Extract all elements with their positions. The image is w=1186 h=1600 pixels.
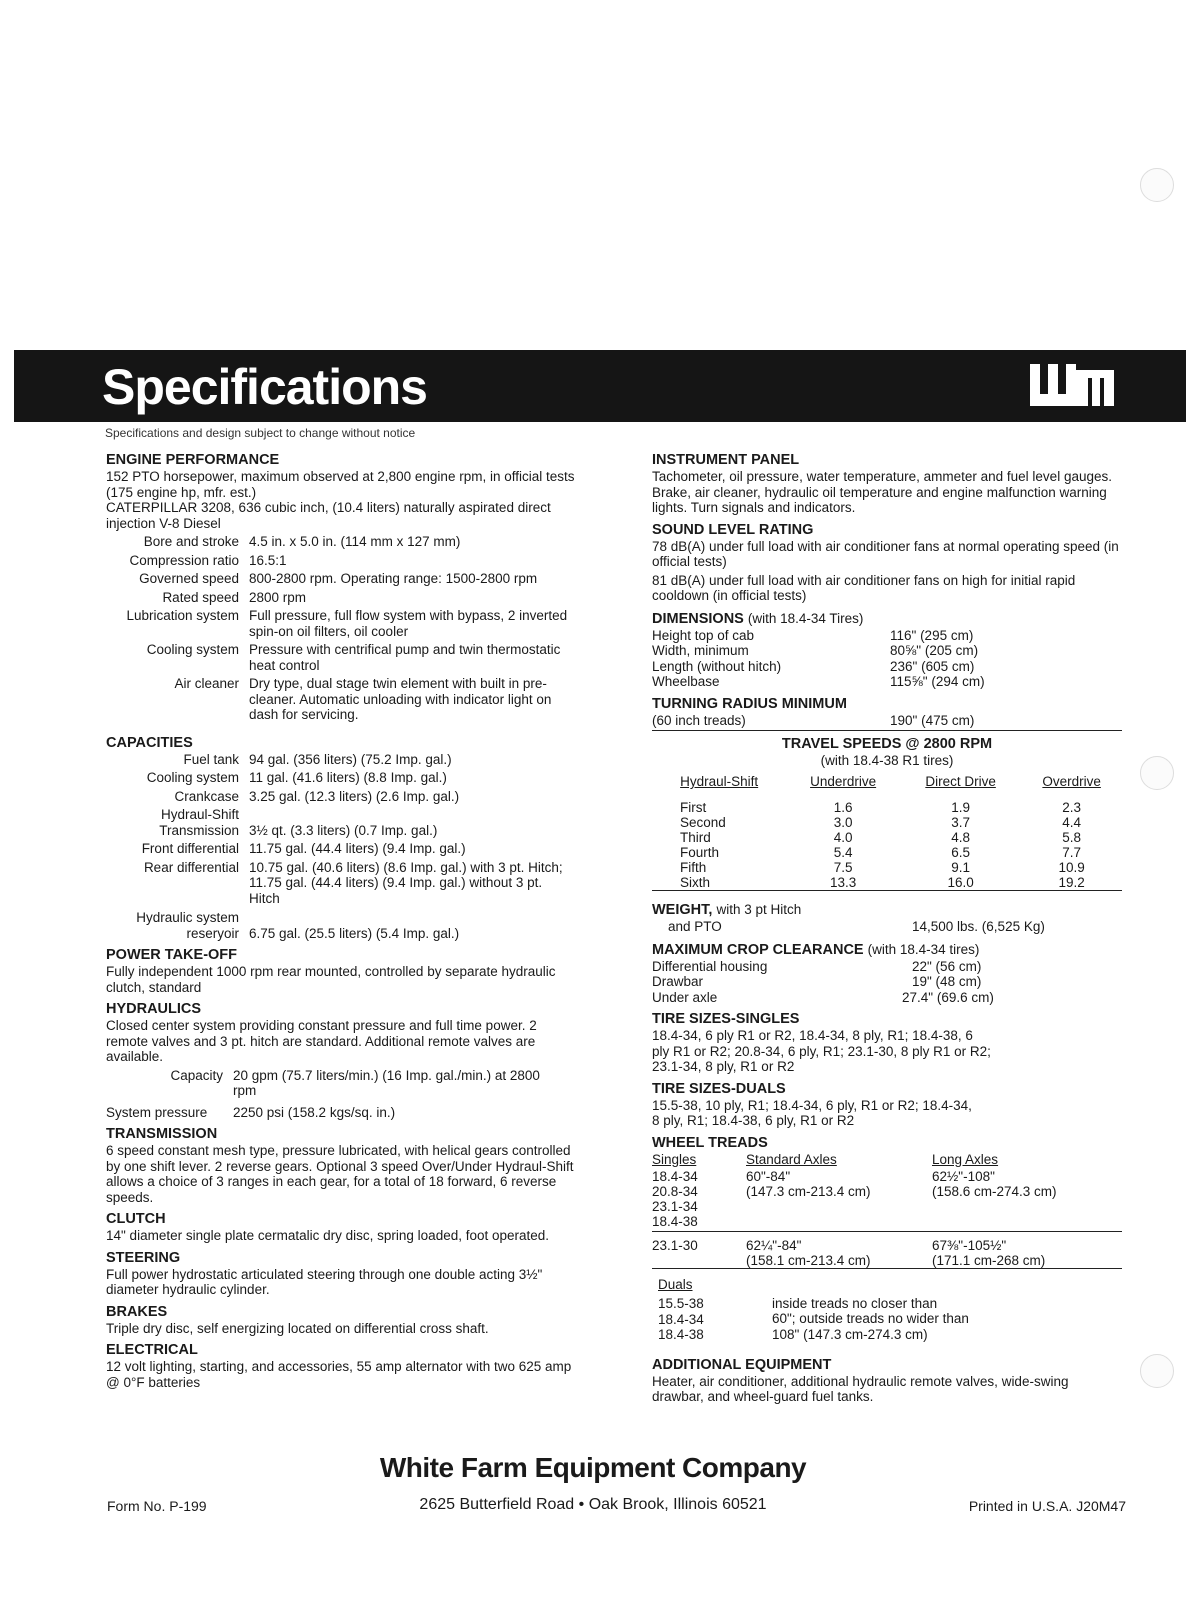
dimensions-heading: [652, 610, 1122, 628]
left-column: [106, 452, 576, 1390]
row-label: Differential housing: [652, 958, 768, 974]
clearance-row: [652, 990, 1122, 1006]
row-value: 6.75 gal. (25.5 liters) (5.4 Imp. gal.): [249, 925, 460, 941]
sound-text-1: 78 dB(A) under full load with air conditioner fans at normal operating speed (in official tests): [652, 538, 1119, 569]
transmission-text: 6 speed constant mesh type, pressure lubricated, with helical gears controlled by one shift lever. 2 reverse gears. Optional 3 speed Over/Under Hydraul-Shift allows a choice of 3 ranges in each gear, for a total of 18 forward, 6 reverse speeds.: [106, 1143, 574, 1205]
row-label: Hydraulic system reseryoir: [136, 910, 239, 941]
company-address: 2625 Butterfield Road • Oak Brook, Illinois 60521: [419, 1496, 767, 1513]
row-value: 3½ qt. (3.3 liters) (0.7 Imp. gal.): [249, 822, 438, 838]
capacity-row: [106, 860, 576, 907]
turning-heading: TURNING RADIUS MINIMUM: [652, 695, 847, 712]
tires-duals-text: 15.5-38, 10 ply, R1; 18.4-34, 6 ply, R1 or R2; 18.4-34, 8 ply, R1; 18.4-38, 6 ply, R1 or R2: [652, 1097, 972, 1128]
capacity-row: [106, 752, 576, 768]
row-value: 94 gal. (356 liters) (75.2 Imp. gal.): [249, 751, 452, 767]
table-row: Third 4.0 4.8 5.8: [680, 830, 1082, 845]
row-value: 236" (605 cm): [890, 658, 975, 674]
row-label: Cooling system: [146, 770, 239, 785]
engine-row: [106, 534, 576, 550]
dimension-row: [652, 628, 1122, 644]
row-label: Bore and stroke: [143, 534, 239, 549]
engine-heading: ENGINE PERFORMANCE: [106, 452, 280, 468]
row-label: System pressure: [106, 1104, 208, 1120]
turning-row: [652, 713, 1122, 732]
engine-row: [106, 608, 576, 639]
hydraulics-row: [106, 1105, 576, 1121]
engine-row: [106, 676, 576, 723]
pto-text: Fully independent 1000 rpm rear mounted, controlled by separate hydraulic clutch, standard: [106, 964, 556, 995]
col-header: Overdrive: [1042, 774, 1101, 789]
duals-block: [658, 1277, 1122, 1343]
table-row: Fourth 5.4 6.5 7.7: [680, 845, 1082, 860]
weight-row: [652, 919, 1122, 935]
clutch-heading: CLUTCH: [106, 1211, 166, 1227]
title-band: [14, 350, 1186, 422]
row-value: 3.25 gal. (12.3 liters) (2.6 Imp. gal.): [249, 788, 460, 804]
punch-hole-middle: [1140, 756, 1174, 790]
instrument-heading: INSTRUMENT PANEL: [652, 452, 800, 468]
sound-heading: SOUND LEVEL RATING: [652, 521, 814, 538]
table-row: Fifth 7.5 9.1 10.9: [680, 860, 1085, 875]
row-value: 190" (475 cm): [890, 712, 975, 728]
row-value: 2800 rpm: [249, 589, 307, 605]
row-value: Dry type, dual stage twin element with built in pre-cleaner. Automatic unloading with indicator light on dash for servicing.: [249, 676, 552, 722]
engine-text-2: CATERPILLAR 3208, 636 cubic inch, (10.4 liters) naturally aspirated direct injection V-8 Diesel: [106, 500, 551, 531]
row-label: Governed speed: [139, 571, 239, 586]
duals-sizes: Duals 15.5-38 18.4-34 18.4-38: [658, 1277, 772, 1343]
electrical-text: 12 volt lighting, starting, and accessories, 55 amp alternator with two 625 amp @ 0°F batteries: [106, 1359, 572, 1390]
tires-duals-heading: TIRE SIZES-DUALS: [652, 1080, 786, 1097]
wm-logo: [1026, 360, 1118, 412]
table-row: Second 3.0 3.7 4.4: [680, 815, 1082, 830]
row-label: Rated speed: [162, 589, 239, 605]
brakes-text: Triple dry disc, self energizing located on differential cross shaft.: [106, 1320, 489, 1336]
company-name: White Farm Equipment Company: [379, 1452, 807, 1483]
std-cell: 62¼"-84" (158.1 cm-213.4 cm): [746, 1237, 871, 1268]
row-label: Fuel tank: [183, 751, 239, 767]
row-label: Rear differential: [143, 859, 239, 875]
clearance-heading: [652, 941, 1122, 959]
col-header: Standard Axles: [746, 1151, 837, 1167]
capacity-row: [106, 910, 576, 941]
heading-sub: (with 18.4-34 tires): [867, 941, 980, 957]
col-header: Long Axles: [932, 1151, 999, 1167]
tires-singles-text: 18.4-34, 6 ply R1 or R2, 18.4-34, 8 ply, R1; 18.4-38, 6 ply R1 or R2; 20.8-34, 6 ply, R1; 23.1-30, 8 ply R1 or R2; 23.1-34, 8 ply, R1 or R2: [652, 1028, 991, 1074]
right-column: [652, 452, 1122, 1405]
weight-heading: [652, 901, 1122, 919]
capacities-heading: CAPACITIES: [106, 734, 193, 751]
travel-heading: TRAVEL SPEEDS @ 2800 RPM: [781, 736, 993, 752]
row-label: Under axle: [652, 989, 718, 1005]
row-value: 800-2800 rpm. Operating range: 1500-2800 rpm: [249, 571, 538, 586]
printed-note: Printed in U.S.A. J20M47: [968, 1498, 1126, 1514]
row-value: 11.75 gal. (44.4 liters) (9.4 Imp. gal.): [249, 841, 466, 856]
row-label: (60 inch treads): [652, 712, 746, 728]
wheel-treads-table: [652, 1152, 1122, 1269]
punch-hole-bottom: [1140, 1354, 1174, 1388]
steering-text: Full power hydrostatic articulated steering through one double acting 3½" diameter hydraulic cylinder.: [106, 1266, 543, 1297]
hydraulics-heading: HYDRAULICS: [106, 1001, 202, 1017]
capacity-row: [106, 807, 576, 838]
std-cell: 60"-84" (147.3 cm-213.4 cm): [746, 1168, 871, 1199]
row-value: 4.5 in. x 5.0 in. (114 mm x 127 mm): [249, 534, 461, 549]
row-label: Crankcase: [174, 788, 239, 804]
engine-row: [106, 553, 576, 569]
duals-label: Duals: [658, 1276, 693, 1292]
engine-row: [106, 571, 576, 587]
heading-sub: with 3 pt Hitch: [716, 902, 802, 917]
engine-text-1: 152 PTO horsepower, maximum observed at 2,800 engine rpm, in official tests (175 engine hp, mfr. est.): [106, 469, 575, 500]
row-label: Drawbar: [652, 974, 704, 989]
disclaimer-note: Specifications and design subject to change without notice: [105, 426, 416, 440]
col-header: Underdrive: [810, 774, 877, 789]
heading-text: DIMENSIONS: [652, 610, 744, 627]
dimension-row: [652, 643, 1122, 659]
row-value: 10.75 gal. (40.6 liters) (8.6 Imp. gal.) with 3 pt. Hitch; 11.75 gal. (44.4 liters) (9.4 Imp. gal.) without 3 pt. Hitch: [249, 859, 563, 906]
row-value: 14,500 lbs. (6,525 Kg): [912, 919, 1045, 934]
travel-speeds-table: [652, 774, 1122, 891]
row-label: Hydraul-Shift Transmission: [159, 807, 239, 838]
row-value: 19" (48 cm): [912, 974, 982, 989]
heading-text: MAXIMUM CROP CLEARANCE: [652, 941, 864, 958]
tires-singles-heading: TIRE SIZES-SINGLES: [652, 1011, 800, 1027]
capacity-row: [106, 841, 576, 857]
additional-text: Heater, air conditioner, additional hydraulic remote valves, wide-swing drawbar, and wheel-guard fuel tanks.: [652, 1373, 1069, 1404]
long-cell: 62½"-108" (158.6 cm-274.3 cm): [932, 1168, 1057, 1199]
engine-row: [106, 642, 576, 673]
duals-text: inside treads no closer than 60"; outside treads no wider than 108" (147.3 cm-274.3 cm): [772, 1295, 969, 1342]
heading-text: WEIGHT,: [652, 902, 713, 918]
row-label: Wheelbase: [652, 674, 720, 689]
hydraulics-row: [106, 1068, 576, 1099]
capacity-row: [106, 789, 576, 805]
capacity-row: [106, 770, 576, 786]
sizes-cell: 18.4-34 20.8-34 23.1-34 18.4-38: [652, 1168, 698, 1229]
travel-sub: (with 18.4-38 R1 tires): [820, 752, 954, 768]
row-value: 115⅝" (294 cm): [890, 674, 985, 689]
row-value: 2250 psi (158.2 kgs/sq. in.): [233, 1104, 396, 1120]
table-row: [652, 1231, 1122, 1268]
heading-sub: (with 18.4-34 Tires): [747, 610, 864, 626]
row-label: Cooling system: [146, 642, 239, 657]
engine-row: [106, 590, 576, 606]
long-cell: 67⅜"-105½" (171.1 cm-268 cm): [932, 1237, 1046, 1268]
col-header: Direct Drive: [925, 774, 996, 789]
row-label: Height top of cab: [652, 627, 755, 643]
row-label: Width, minimum: [652, 643, 749, 658]
travel-speeds-block: [652, 737, 1122, 768]
row-value: Pressure with centrifical pump and twin thermostatic heat control: [249, 642, 561, 673]
pto-heading: POWER TAKE-OFF: [106, 947, 238, 963]
table-row: Sixth 13.3 16.0 19.2: [680, 875, 1085, 890]
dimension-row: [652, 659, 1122, 675]
brakes-heading: BRAKES: [106, 1303, 168, 1320]
clearance-row: [652, 959, 1122, 975]
row-label: Air cleaner: [174, 676, 239, 691]
row-label: Capacity: [170, 1067, 223, 1083]
row-value: 27.4" (69.6 cm): [902, 989, 994, 1005]
sound-text-2: 81 dB(A) under full load with air conditioner fans on high for initial rapid cooldown (in official tests): [652, 572, 1076, 603]
electrical-heading: ELECTRICAL: [106, 1342, 198, 1358]
clearance-row: [652, 974, 1122, 990]
hydraulics-text: Closed center system providing constant pressure and full time power. 2 remote valves and 3 pt. hitch are standard. Additional remote valves are available.: [106, 1018, 537, 1064]
transmission-heading: TRANSMISSION: [106, 1126, 218, 1142]
row-label: Lubrication system: [126, 608, 239, 623]
steering-heading: STEERING: [106, 1249, 181, 1266]
instrument-text: Tachometer, oil pressure, water temperature, ammeter and fuel level gauges. Brake, air cleaner, hydraulic oil temperature and engine malfunction warning lights. Turn signals and indicators.: [652, 469, 1112, 515]
row-value: Full pressure, full flow system with bypass, 2 inverted spin-on oil filters, oil cooler: [249, 608, 568, 639]
form-number: Form No. P-199: [107, 1498, 207, 1514]
row-label: and PTO: [668, 919, 722, 934]
clutch-text: 14" diameter single plate cermatalic dry disc, spring loaded, foot operated.: [106, 1228, 550, 1243]
page-title: Specifications: [102, 359, 427, 415]
punch-hole-top: [1140, 168, 1174, 202]
table-row: First 1.6 1.9 2.3: [680, 800, 1082, 815]
col-header: Singles: [652, 1151, 697, 1167]
additional-heading: ADDITIONAL EQUIPMENT: [652, 1356, 832, 1373]
row-label: Compression ratio: [129, 552, 239, 568]
row-label: Front differential: [141, 841, 239, 856]
row-value: 80⅝" (205 cm): [890, 643, 979, 658]
row-value: 11 gal. (41.6 liters) (8.8 Imp. gal.): [249, 770, 447, 785]
wheel-treads-heading: WHEEL TREADS: [652, 1134, 768, 1151]
sizes-cell: 23.1-30: [652, 1237, 698, 1253]
row-value: 20 gpm (75.7 liters/min.) (16 Imp. gal./min.) at 2800 rpm: [233, 1067, 540, 1098]
table-row: [652, 1167, 1122, 1232]
row-value: 116" (295 cm): [890, 627, 974, 643]
dimension-row: [652, 674, 1122, 690]
row-value: 22" (56 cm): [912, 958, 982, 974]
col-header: Hydraul-Shift: [680, 774, 759, 789]
row-label: Length (without hitch): [652, 658, 782, 674]
row-value: 16.5:1: [249, 552, 287, 568]
